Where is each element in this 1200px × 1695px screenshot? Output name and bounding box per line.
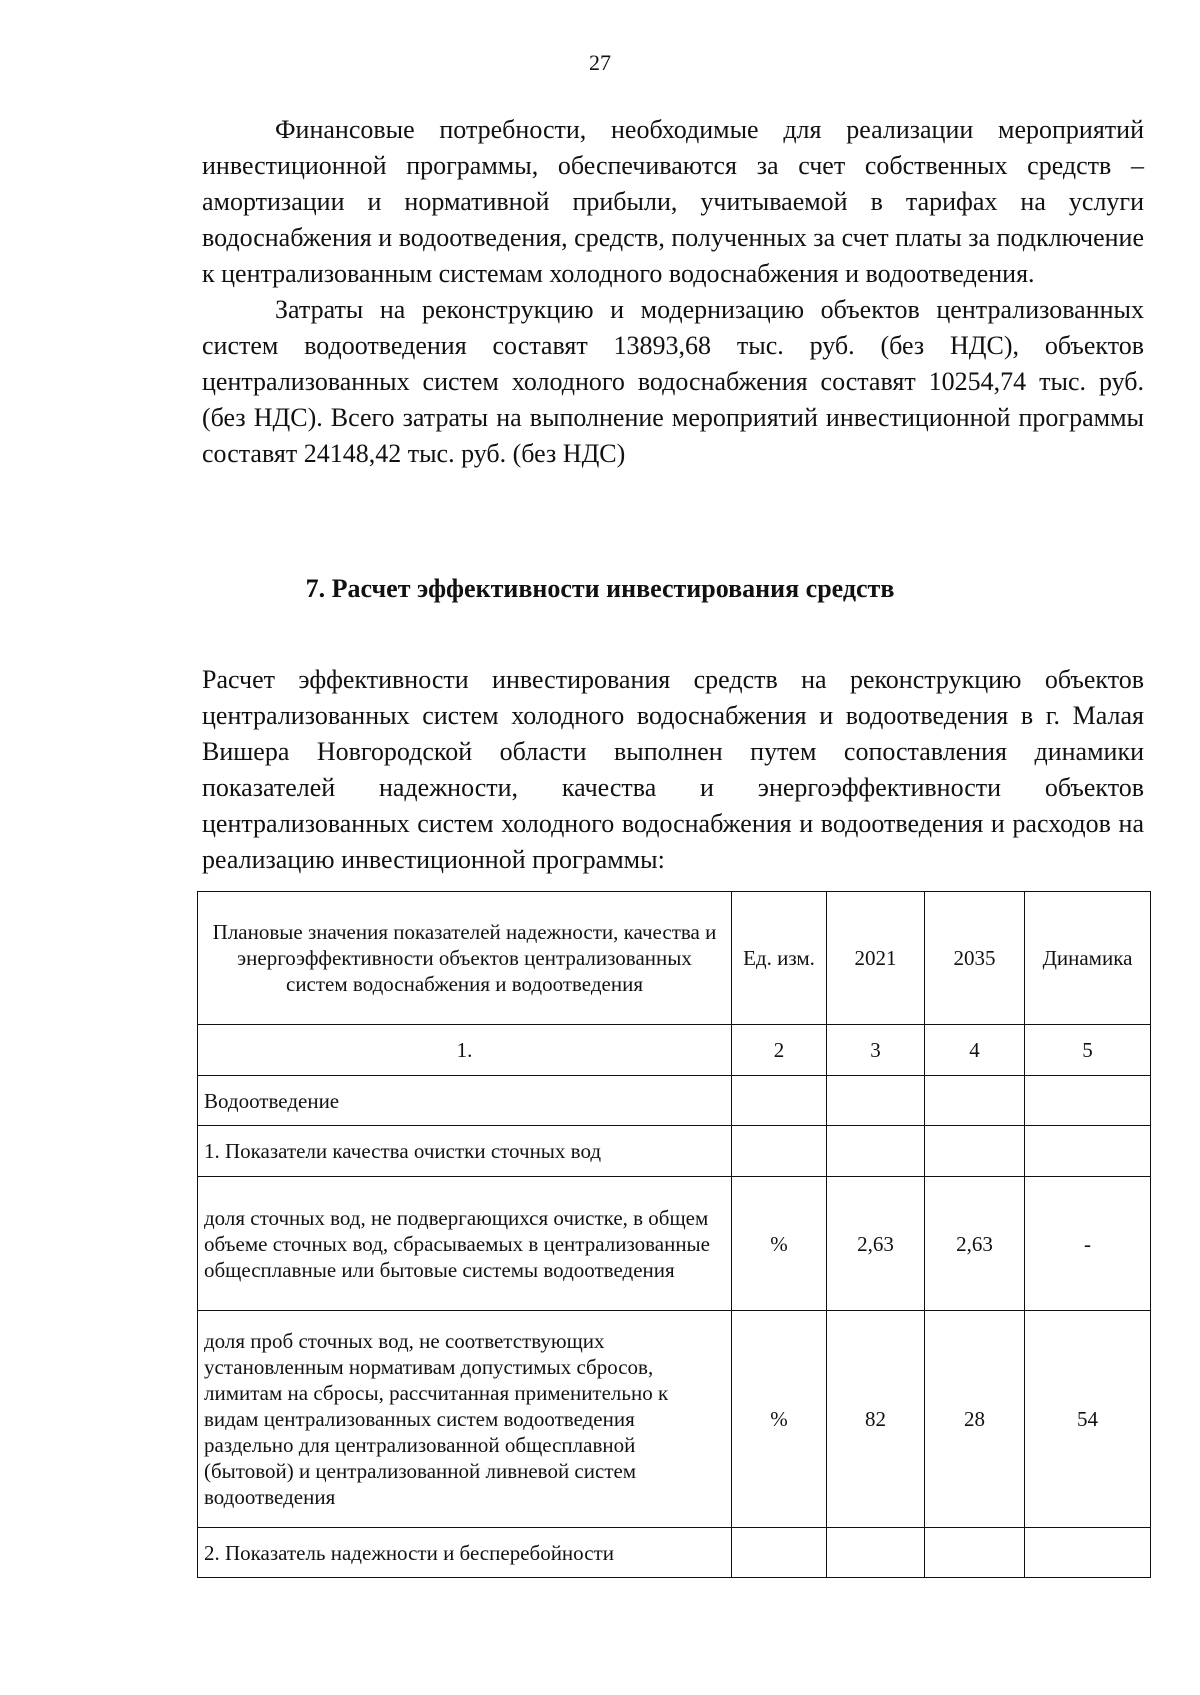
row-value-2035: 28 bbox=[925, 1311, 1025, 1528]
section-heading: 7. Расчет эффективности инвестирования средств bbox=[305, 574, 895, 603]
row-value-2035 bbox=[925, 1528, 1025, 1578]
column-number: 2 bbox=[732, 1025, 827, 1076]
table-row bbox=[198, 1177, 1151, 1311]
paragraph-efficiency: Расчет эффективности инвестирования средств на реконструкцию объектов централизованных систем холодного водоснабжения и водоотведения в г. Малая Вишера Новгородской области выполнен путем сопоставления динамики показателей надежности, качества и энергоэффективности объектов централизованных систем холодного водоснабжения и водоотведения и расходов на реализацию инвестиционной программы: bbox=[202, 665, 1144, 874]
row-dynamics: 54 bbox=[1025, 1311, 1151, 1528]
row-indicator: доля сточных вод, не подвергающихся очистке, в общем объеме сточных вод, сбрасываемых в централизованные общесплавные или бытовые системы водоотведения bbox=[198, 1177, 732, 1311]
paragraph-financing: Финансовые потребности, необходимые для реализации мероприятий инвестиционной программы, обеспечиваются за счет собственных средств – амортизации и нормативной прибыли, учитываемой в тарифах на услуги водоснабжения и водоотведения, средств, полученных за счет платы за подключение к централизованным системам холодного водоснабжения и водоотведения. bbox=[202, 115, 1144, 288]
page-number: 27 bbox=[589, 50, 611, 75]
row-value-2021: 82 bbox=[827, 1311, 925, 1528]
row-value-2035 bbox=[925, 1076, 1025, 1126]
table-row bbox=[198, 1311, 1151, 1528]
row-value-2021 bbox=[827, 1126, 925, 1177]
column-number: 5 bbox=[1025, 1025, 1151, 1076]
row-indicator: 1. Показатели качества очистки сточных вод bbox=[198, 1126, 732, 1177]
header-indicator: Плановые значения показателей надежности, качества и энергоэффективности объектов централизованных систем водоснабжения и водоотведения bbox=[198, 892, 732, 1025]
row-indicator: 2. Показатель надежности и бесперебойности bbox=[198, 1528, 732, 1578]
row-dynamics: - bbox=[1025, 1177, 1151, 1311]
column-number: 1. bbox=[198, 1025, 732, 1076]
header-unit: Ед. изм. bbox=[732, 892, 827, 1025]
paragraph-costs: Затраты на реконструкцию и модернизацию объектов централизованных систем водоотведения составят 13893,68 тыс. руб. (без НДС), объектов централизованных систем холодного водоснабжения составят 10254,74 тыс. руб. (без НДС). Всего затраты на выполнение мероприятий инвестиционной программы составят 24148,42 тыс. руб. (без НДС) bbox=[202, 295, 1144, 468]
indicators-table bbox=[197, 891, 1151, 1578]
column-number-row bbox=[198, 1025, 1151, 1076]
text-block-top bbox=[202, 112, 1144, 472]
row-indicator: доля проб сточных вод, не соответствующих установленным нормативам допустимых сбросов, лимитам на сбросы, рассчитанная применительно к видам централизованных систем водоотведения раздельно для централизованной общесплавной (бытовой) и централизованной ливневой систем водоотведения bbox=[198, 1311, 732, 1528]
header-2035: 2035 bbox=[925, 892, 1025, 1025]
row-indicator: Водоотведение bbox=[198, 1076, 732, 1126]
table-header-row bbox=[198, 892, 1151, 1025]
column-number: 3 bbox=[827, 1025, 925, 1076]
header-dynamics: Динамика bbox=[1025, 892, 1151, 1025]
table-row bbox=[198, 1528, 1151, 1578]
row-unit bbox=[732, 1076, 827, 1126]
table-row bbox=[198, 1076, 1151, 1126]
table-row bbox=[198, 1126, 1151, 1177]
row-value-2021: 2,63 bbox=[827, 1177, 925, 1311]
row-dynamics bbox=[1025, 1528, 1151, 1578]
row-value-2021 bbox=[827, 1528, 925, 1578]
row-value-2021 bbox=[827, 1076, 925, 1126]
row-unit bbox=[732, 1528, 827, 1578]
row-unit: % bbox=[732, 1177, 827, 1311]
row-value-2035: 2,63 bbox=[925, 1177, 1025, 1311]
row-dynamics bbox=[1025, 1076, 1151, 1126]
row-value-2035 bbox=[925, 1126, 1025, 1177]
column-number: 4 bbox=[925, 1025, 1025, 1076]
row-unit bbox=[732, 1126, 827, 1177]
row-unit: % bbox=[732, 1311, 827, 1528]
row-dynamics bbox=[1025, 1126, 1151, 1177]
text-block-middle bbox=[202, 662, 1144, 878]
header-2021: 2021 bbox=[827, 892, 925, 1025]
